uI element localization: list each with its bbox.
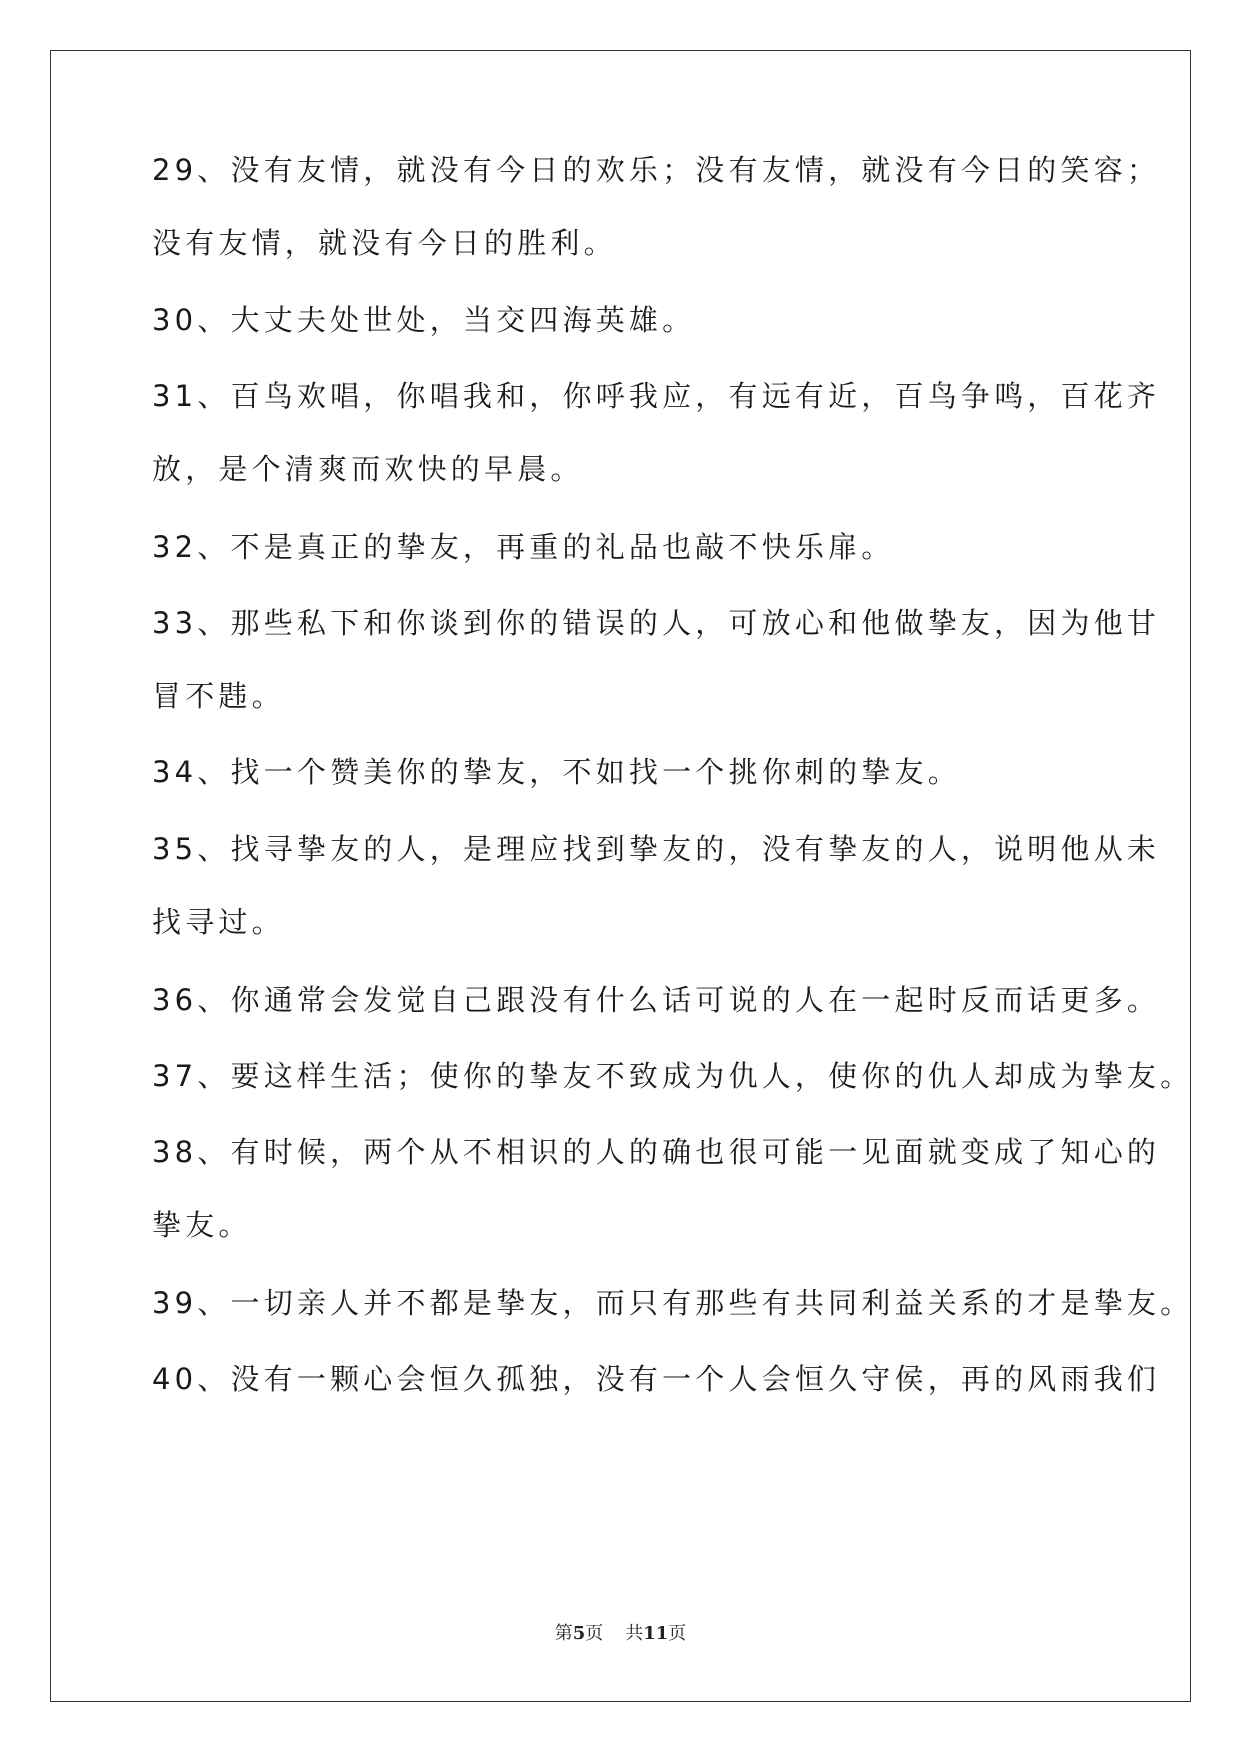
text-line: 39、一切亲人并不都是挚友，而只有那些有共同利益关系的才是挚友。 [152, 1286, 1194, 1320]
page-number-suffix: 页 [585, 1623, 604, 1644]
text-line: 34、找一个赞美你的挚友，不如找一个挑你刺的挚友。 [152, 755, 961, 789]
text-line: 40、没有一颗心会恒久孤独，没有一个人会恒久守侯，再的风雨我们 [152, 1362, 1161, 1396]
text-line: 30、大丈夫处世处，当交四海英雄。 [152, 303, 696, 337]
text-line: 37、要这样生活；使你的挚友不致成为仇人，使你的仇人却成为挚友。 [152, 1059, 1194, 1093]
text-line: 31、百鸟欢唱，你唱我和，你呼我应，有远有近，百鸟争鸣，百花齐 [152, 379, 1161, 413]
page-number-prefix: 第 [554, 1623, 573, 1644]
text-line: 放，是个清爽而欢快的早晨。 [152, 452, 584, 486]
text-line: 35、找寻挚友的人，是理应找到挚友的，没有挚友的人，说明他从未 [152, 832, 1161, 866]
text-line: 没有友情，就没有今日的胜利。 [152, 226, 617, 260]
page-border [50, 50, 1194, 1702]
text-line: 找寻过。 [152, 905, 285, 939]
page-footer [0, 1622, 1241, 1646]
text-line: 29、没有友情，就没有今日的欢乐；没有友情，就没有今日的笑容； [152, 153, 1161, 187]
total-pages-count: 11 [643, 1623, 669, 1644]
text-line: 32、不是真正的挚友，再重的礼品也敲不快乐扉。 [152, 530, 895, 564]
text-line: 冒不韪。 [152, 679, 285, 713]
total-pages-prefix: 共 [625, 1623, 644, 1644]
text-line: 挚友。 [152, 1208, 252, 1242]
text-line: 33、那些私下和你谈到你的错误的人，可放心和他做挚友，因为他甘 [152, 606, 1161, 640]
text-line: 36、你通常会发觉自己跟没有什么话可说的人在一起时反而话更多。 [152, 983, 1161, 1017]
text-line: 38、有时候，两个从不相识的人的确也很可能一见面就变成了知心的 [152, 1135, 1161, 1169]
total-pages-suffix: 页 [668, 1623, 687, 1644]
page-number-current: 5 [572, 1623, 586, 1644]
